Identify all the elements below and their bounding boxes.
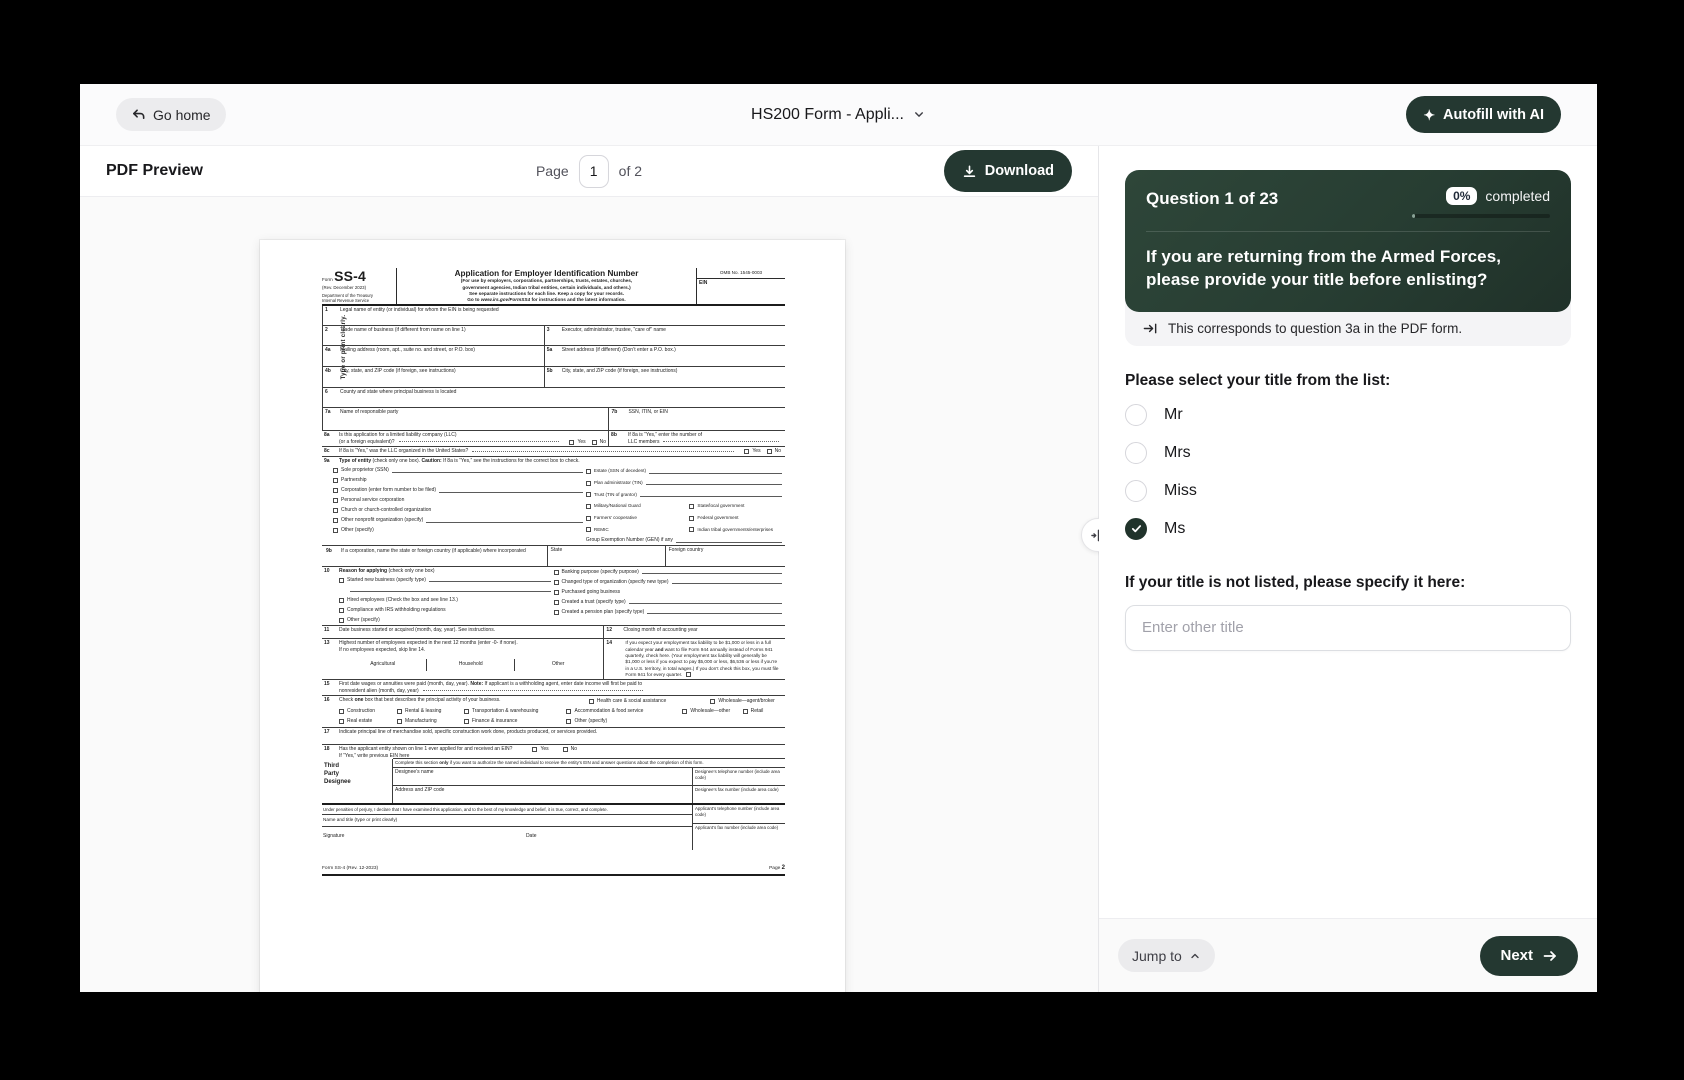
form-line-1: 1 Legal name of entity (or individual) for whom the EIN is being requested [322, 306, 785, 326]
line11-label: Date business started or acquired (month, day, year). See instructions. [339, 627, 496, 634]
checkbox-icon [689, 516, 694, 521]
option-label: REMIC [593, 526, 609, 532]
chevron-up-icon [1189, 950, 1201, 962]
page-number-input[interactable]: 1 [579, 155, 609, 188]
radio-button-icon[interactable] [1125, 518, 1147, 540]
checkbox-option [586, 524, 690, 536]
form-line-6: 6 County and state where principal business is located [322, 388, 785, 408]
radio-button-icon[interactable] [1125, 404, 1147, 426]
checkbox-option [689, 501, 785, 513]
question-card [1125, 170, 1571, 312]
line5a-label: Street address (if different) (Don’t enter a P.O. box.) [561, 347, 676, 354]
checkbox-icon [710, 699, 715, 704]
progress-indicator [1412, 187, 1550, 218]
title-option-label: Miss [1164, 481, 1197, 499]
form-subtitle3: See separate instructions for each line. Keep a copy for your records. [469, 290, 624, 296]
option-label: Banking purpose (specify purpose) [561, 569, 639, 576]
option-label: Other nonprofit organization (specify) [341, 517, 424, 524]
checkbox-option [333, 486, 586, 496]
title-option-row[interactable] [1125, 472, 1571, 510]
option-label: Real estate [347, 718, 373, 725]
checkbox-icon [339, 618, 344, 623]
foreign-country-cell: Foreign country [665, 546, 785, 566]
download-button[interactable] [944, 150, 1072, 192]
form-page-footer: Form SS-4 (Rev. 12-2023) Page 2 [322, 864, 785, 875]
checkbox-icon [682, 709, 687, 714]
checkbox-option [586, 512, 690, 524]
reason-options-left [322, 575, 554, 625]
checkbox-icon [743, 709, 748, 714]
form-revision: (Rev. December 2023) [322, 284, 367, 290]
checkbox-option [333, 526, 586, 536]
write-in-line [392, 469, 583, 473]
line13-label: Highest number of employees expected in the next 12 months (enter -0- if none). If no employees expected, skip line 14. Agricultural Household Other [339, 639, 603, 679]
line17-label: Indicate principal line of merchandise sold, specific construction work done, products produced, or services provided. [339, 728, 598, 735]
other-column: Other [514, 659, 601, 672]
form-line-17: 17 Indicate principal line of merchandise sold, specific construction work done, products produced, or services provided. [322, 728, 785, 745]
form-line-15: 15 First date wages or annuities were paid (month, day, year). Note: If applicant is a withholding agent, enter date income will first be paid to nonresident alien (month, day, year) [322, 680, 785, 696]
form-line-9b: 9b If a corporation, name the state or foreign country (if applicable) where incorporated State Foreign country [322, 546, 785, 567]
write-in-line [429, 578, 551, 582]
checkbox-option [566, 717, 785, 727]
form-subtitle2: government agencies, Indian tribal entities, certain individuals, and others.) [462, 284, 631, 290]
household-column: Household [426, 659, 513, 672]
checkbox-icon [464, 719, 469, 724]
write-in-line [439, 489, 583, 493]
line15-label: First date wages or annuities were paid (month, day, year). Note: If applicant is a withholding agent, enter date income will first be paid to nonresident alien (month, day, year) [339, 681, 643, 694]
option-label: Trust (TIN of grantor) [593, 491, 637, 497]
other-title-input[interactable] [1125, 605, 1571, 651]
download-label: Download [984, 163, 1054, 179]
option-label: Created a trust (specify type) [561, 599, 626, 606]
option-label: Purchased going business [561, 589, 621, 596]
checkbox-option [339, 585, 554, 595]
checkbox-icon [464, 709, 469, 714]
checkbox-icon [563, 747, 568, 752]
form-line-8ab: 8a Is this application for a limited liability company (LLC) (or a foreign equivalent)? Yes No 8b If 8a is “Yes,” enter the number of LLC members [322, 431, 785, 447]
question-text: If you are returning from the Armed Forces, please provide your title before enlisting? [1146, 247, 1502, 290]
option-label: Changed type of organization (specify new type) [561, 579, 669, 586]
checkbox-option [339, 595, 554, 605]
write-in-line [350, 588, 551, 592]
checkbox-option [682, 707, 742, 717]
checkbox-icon [554, 610, 559, 615]
other-title-label: If your title is not listed, please specify it here: [1125, 573, 1466, 591]
checkbox-option [743, 707, 785, 717]
line2-label: Trade name of business (if different from name on line 1) [340, 327, 466, 334]
checkbox-icon [586, 527, 591, 532]
checkbox-option [464, 717, 567, 727]
option-label: Farmers’ cooperative [593, 515, 637, 521]
checkbox-icon [333, 518, 338, 523]
option-label: Other (specify) [347, 616, 380, 623]
name-and-title-label: Name and title (type or print clearly) [322, 815, 692, 827]
option-label: Health care & social assistance [596, 698, 667, 705]
back-arrow-icon [131, 107, 146, 122]
checkbox-option [333, 466, 586, 476]
form-line-4a-5a: 4a Mailing address (room, apt., suite no. and street, or P.O. box) 5a Street address (if different) (Don’t enter a P.O. box.) [322, 346, 785, 367]
checkbox-option [397, 707, 464, 717]
dept-line2: Internal Revenue Service [322, 297, 370, 303]
option-label: Manufacturing [404, 718, 437, 725]
checkbox-icon [333, 468, 338, 473]
checkbox-icon [586, 481, 591, 486]
third-party-designee-section [322, 759, 785, 805]
write-in-line [646, 481, 782, 485]
applicant-phone-cell: Applicant’s telephone number (include area code) [693, 805, 785, 824]
option-label: Estate (SSN of decedent) [593, 468, 646, 474]
option-label: Hired employees (Check the box and see line 13.) [347, 596, 458, 603]
card-divider [1146, 231, 1550, 232]
signature-section [322, 805, 785, 850]
form-subtitle1: (For use by employers, corporations, partnerships, trusts, estates, churches, [460, 278, 633, 284]
progress-percent-badge: 0% [1446, 187, 1477, 205]
checkbox-option [333, 506, 586, 516]
checkbox-option [339, 605, 554, 615]
log-in-arrow-icon [1143, 321, 1158, 336]
title-option-label: Ms [1164, 519, 1186, 537]
checkbox-icon [333, 488, 338, 493]
dept-line1: Department of the Treasury [322, 292, 373, 298]
form-side-label: Type or print clearly. [341, 314, 347, 380]
option-label: Federal government [697, 515, 739, 521]
checkbox-icon [339, 719, 344, 724]
third-party-designee-label: Third Party Designee [324, 763, 351, 786]
reason-options-right [554, 567, 786, 625]
option-label: Indian tribal governments/enterprises [697, 526, 774, 532]
line5b-label: City, state, and ZIP code (if foreign, see instructions) [561, 368, 678, 375]
form-line-10: 10 Reason for applying (check only one box) Started new business (specify type) Hired employees (Check the box and see line 13.) Compliance with IRS withholding regulations Other (specify) Banking purpose (specify purpose) Changed type of organization (specify new type) Purchased going business Created a trust (specify type) Created a pension plan (specify type) [322, 567, 785, 626]
chevron-down-icon [913, 108, 926, 121]
checkbox-icon [333, 508, 338, 513]
checkbox-icon [689, 527, 694, 532]
designee-fax-cell: Designee’s fax number (include area code) [692, 786, 785, 803]
activity-options-row1 [589, 697, 785, 707]
form-title: Application for Employer Identification Number [454, 269, 639, 278]
checkbox-icon [532, 747, 537, 752]
line3-label: Executor, administrator, trustee, “care of” name [561, 327, 666, 334]
checkbox-option [339, 717, 397, 727]
title-option-row[interactable] [1125, 510, 1571, 548]
checkbox-icon [333, 498, 338, 503]
line12-label: Closing month of accounting year [623, 627, 698, 634]
option-label: Other (specify) [341, 527, 374, 534]
form-line-16: 16 Check one box that best describes the principal activity of your business. Health care & social assistance Wholesale—agent/broker Construction Rental & leasing Transportation & warehousing Accommodation & food service Wholesale—other Retail Real estate Manufacturing Finance & insurance Other (specify) [322, 696, 785, 728]
form-header [322, 268, 785, 306]
checkbox-option [566, 707, 682, 717]
checkbox-option [554, 587, 786, 597]
document-title-dropdown[interactable] [751, 106, 926, 124]
question-counter: Question 1 of 23 [1146, 189, 1279, 208]
option-label: Started new business (specify type) [347, 576, 426, 583]
checkbox-icon [339, 709, 344, 714]
select-title-label: Please select your title from the list: [1125, 371, 1391, 389]
option-label: Sole proprietor (SSN) [341, 467, 389, 474]
form-line-13-14: 13 Highest number of employees expected in the next 12 months (enter -0- if none). If no employees expected, skip line 14. Agricultural Household Other 14 If you expect your employment tax liability to be $1,000 or less in a full calendar year and want to file Form 944 annually instead of Forms 941 quarterly, check here. (Your employment tax liability will generally be $1,000 or less if you expect to pay $5,000 or less, $6,536 or less if you’re in a U.S. territory, in total wages.) If you don’t check this box, you must file Form 941 for every quarter. [322, 639, 785, 680]
radio-button-icon[interactable] [1125, 442, 1147, 464]
form-line-9a: 9a Type of entity (check only one box). Caution: If 8a is “Yes,” see the instructions for the correct box to check. Sole proprietor (SSN) Partnership Corporation (enter form number to be filed) Personal service corporation Church or church-controlled organization Other nonprofit organization (specify) Other (specify) Estate (SSN of decedent) Plan administrator (TIN) Trust (TIN of grantor) Military/National Guard State/local government Farmers’ cooperative Federal government REMIC Indian tribal governments/enterprises Group Exemption Number (GEN) if any [322, 457, 785, 547]
checkbox-icon [744, 449, 749, 454]
checkbox-icon [339, 608, 344, 613]
go-home-button[interactable] [116, 98, 226, 131]
line7a-label: Name of responsible party [340, 409, 399, 416]
radio-button-icon[interactable] [1125, 480, 1147, 502]
checkbox-icon [686, 672, 691, 677]
write-in-line [676, 539, 782, 543]
checkbox-icon [586, 516, 591, 521]
app-header [80, 84, 1597, 146]
signature-label: Signature [323, 833, 345, 840]
form-word: Form [322, 277, 333, 282]
option-label: Wholesale—agent/broker [718, 698, 775, 705]
checkbox-icon [333, 528, 338, 533]
app-window [80, 84, 1597, 992]
form-url: www.irs.gov/FormSS4 [480, 296, 531, 302]
option-label: Retail [750, 708, 764, 715]
option-label: Construction [347, 708, 376, 715]
option-label: Created a pension plan (specify type) [561, 609, 645, 616]
option-label: Other (specify) [574, 718, 608, 725]
checkbox-option [586, 466, 785, 478]
write-in-line [642, 570, 782, 574]
checkbox-icon [554, 580, 559, 585]
title-option-row[interactable] [1125, 434, 1571, 472]
gen-label: Group Exemption Number (GEN) if any [585, 536, 673, 543]
checkbox-option [333, 496, 586, 506]
option-label: Transportation & warehousing [471, 708, 539, 715]
checkbox-option [554, 607, 786, 617]
jump-to-label: Jump to [1132, 947, 1182, 964]
checkbox-option [554, 567, 786, 577]
checkbox-icon [333, 478, 338, 483]
state-cell: State [547, 546, 665, 566]
option-label: Accommodation & food service [574, 708, 644, 715]
pdf-scroll-area[interactable] [80, 197, 1098, 992]
ein-label: EIN [699, 280, 708, 287]
omb-number: OMB No. 1545-0003 [697, 268, 785, 279]
activity-options-row3 [339, 717, 785, 727]
checkbox-icon [397, 719, 402, 724]
line9b-label: If a corporation, name the state or foreign country (if applicable) where incorporated [341, 548, 526, 555]
designee-address-cell: Address and ZIP code [395, 787, 445, 794]
question-panel-footer [1099, 918, 1597, 992]
option-label: Rental & leasing [404, 708, 442, 715]
checkbox-icon [554, 590, 559, 595]
line14-label: If you expect your employment tax liability to be $1,000 or less in a full calendar year and want to file Form 944 annually instead of Forms 941 quarterly, check here. (Your employment tax liability will generally be $1,000 or less if you expect to pay $5,000 or less, $6,536 or less if you’re in a U.S. territory, in total wages.) If you don’t check this box, you must file Form 941 for every quarter. [625, 640, 779, 677]
entity-options-right [586, 466, 785, 536]
form-line-7: 7a Name of responsible party 7b SSN, ITIN, or EIN [322, 408, 785, 431]
date-label: Date [525, 833, 537, 840]
title-option-label: Mr [1164, 405, 1183, 423]
form-line-4b-5b: 4b City, state, and ZIP code (if foreign, see instructions) 5b City, state, and ZIP code (if foreign, see instructions) [322, 367, 785, 388]
activity-options-row2 [339, 707, 785, 717]
checkbox-option [586, 501, 690, 513]
sparkle-icon: ✦ [1423, 106, 1436, 123]
document-title: HS200 Form - Appli... [751, 105, 904, 123]
checkbox-icon [589, 699, 594, 704]
line9a-label: Type of entity (check only one box). Caution: If 8a is “Yes,” see the instructions for the correct box to check. [339, 457, 580, 464]
checkbox-option [339, 615, 554, 625]
line16-label: Check one box that best describes the principal activity of your business. [339, 696, 501, 703]
question-panel [1099, 146, 1597, 992]
checkbox-icon [566, 719, 571, 724]
checkbox-option [589, 697, 711, 707]
checkbox-icon [586, 504, 591, 509]
line8c-label: If 8a is “Yes,” was the LLC organized in the United States? Yes No [339, 448, 781, 455]
option-label: Military/National Guard [593, 503, 641, 509]
line7b-label: SSN, ITIN, or EIN [628, 409, 668, 416]
checkbox-icon [339, 578, 344, 583]
checkbox-icon [689, 504, 694, 509]
checkbox-icon [554, 600, 559, 605]
checkbox-option [554, 597, 786, 607]
pdf-preview-title: PDF Preview [106, 162, 203, 179]
form-line-18: 18 Has the applicant entity shown on line 1 ever applied for and received an EIN? Yes No If “Yes,” write previous EIN here [322, 745, 785, 760]
pdf-page [260, 240, 845, 992]
download-icon [962, 164, 977, 179]
entity-options-left [322, 466, 586, 536]
designee-name-cell: Designee’s name [395, 769, 434, 776]
note-text: This corresponds to question 3a in the PDF form. [1168, 320, 1463, 336]
write-in-line [426, 519, 583, 523]
line4a-label: Mailing address (room, apt., suite no. and street, or P.O. box) [340, 347, 475, 354]
write-in-line [629, 600, 782, 604]
checkbox-option [339, 575, 554, 585]
form-number-block [322, 268, 396, 304]
applicant-fax-cell: Applicant’s fax number (include area code) [695, 825, 779, 831]
jump-to-button[interactable] [1118, 939, 1215, 972]
option-label: Church or church-controlled organization [341, 507, 432, 514]
arrow-right-icon [1542, 948, 1558, 964]
pdf-toolbar [80, 146, 1098, 197]
checkbox-option [333, 516, 586, 526]
write-in-line [640, 493, 782, 497]
checkbox-icon [339, 598, 344, 603]
go-home-label: Go home [153, 106, 211, 123]
checkbox-icon [554, 570, 559, 575]
omb-ein-block [697, 268, 785, 304]
option-label: Compliance with IRS withholding regulations [347, 606, 446, 613]
checkbox-option [710, 697, 785, 707]
agricultural-column: Agricultural [370, 660, 396, 667]
checkbox-icon [397, 709, 402, 714]
next-button[interactable] [1480, 936, 1578, 976]
perjury-statement: Under penalties of perjury, I declare that I have examined this application, and to the best of my knowledge and belief, it is true, correct, and complete. [322, 805, 692, 815]
checkbox-icon [592, 440, 597, 445]
option-label: Partnership [341, 477, 367, 484]
line6-label: County and state where principal business is located [340, 389, 457, 396]
write-in-line [647, 610, 782, 614]
checkbox-icon [767, 449, 772, 454]
option-label: Finance & insurance [471, 718, 518, 725]
option-label: Corporation (enter form number to be filed) [341, 487, 437, 494]
line8a-label: Is this application for a limited liability company (LLC) (or a foreign equivalent)? Yes No [339, 432, 607, 445]
checkbox-icon [569, 440, 574, 445]
form-line-8c: 8c If 8a is “Yes,” was the LLC organized in the United States? Yes No [322, 447, 785, 457]
checkbox-icon [566, 709, 571, 714]
line1-label: Legal name of entity (or individual) for whom the EIN is being requested [340, 307, 499, 314]
option-label: Personal service corporation [341, 497, 405, 504]
checkbox-option [339, 707, 397, 717]
title-option-row[interactable] [1125, 396, 1571, 434]
checkbox-option [397, 717, 464, 727]
pdf-preview-panel [80, 146, 1098, 992]
form-title-block: Application for Employer Identification Number (For use by employers, corporations, partnerships, trusts, estates, churches, government agencies, Indian tribal entities, certain individuals, and others.) See separate instructions for each line. Keep a copy for your records. Go to www.irs.gov/FormSS4 for instructions and the latest information. [396, 268, 697, 304]
page-navigation [536, 155, 642, 188]
option-label: Wholesale—other [690, 708, 731, 715]
checkbox-option [464, 707, 567, 717]
page-label: Page [535, 163, 569, 179]
line4b-label: City, state, and ZIP code (if foreign, see instructions) [340, 368, 456, 375]
option-label: Plan administrator (TIN) [593, 480, 643, 486]
line10-label: Reason for applying (check only one box) [339, 568, 435, 575]
progress-bar [1412, 214, 1550, 218]
checkbox-icon [586, 469, 591, 474]
designee-phone-cell: Designee’s telephone number (include area code) [692, 768, 785, 785]
form-line-2-3: 2 Trade name of business (if different from name on line 1) 3 Executor, administrator, trustee, “care of” name [322, 326, 785, 346]
form-number: SS-4 [334, 268, 367, 284]
checkbox-option [689, 524, 785, 536]
autofill-label: Autofill with AI [1443, 106, 1544, 123]
checkbox-option [689, 512, 785, 524]
form-footer-left: Form SS-4 (Rev. 12-2023) [322, 866, 379, 872]
next-label: Next [1500, 947, 1533, 964]
title-options [1125, 396, 1571, 548]
progress-label: completed [1485, 188, 1550, 204]
page-total: of 2 [618, 163, 643, 179]
write-in-line [672, 580, 782, 584]
title-option-label: Mrs [1164, 443, 1191, 461]
write-in-line [649, 470, 782, 474]
checkbox-option [333, 476, 586, 486]
checkbox-option [554, 577, 786, 587]
option-label: State/local government [697, 503, 745, 509]
form-page-number: 2 [781, 865, 785, 872]
line8b-label: If 8a is “Yes,” enter the number of LLC members [628, 431, 785, 446]
ss4-form [322, 268, 785, 876]
autofill-with-ai-button[interactable] [1406, 96, 1561, 133]
checkbox-option [586, 489, 785, 501]
line18-label: Has the applicant entity shown on line 1 ever applied for and received an EIN? Yes No If “Yes,” write previous EIN here [339, 745, 578, 759]
form-line-11-12: 11 Date business started or acquired (month, day, year). See instructions. 12 Closing month of accounting year [322, 626, 785, 639]
checkbox-option [586, 477, 785, 489]
checkbox-icon [586, 492, 591, 497]
designee-intro: Complete this section only if you want to authorize the named individual to receive the entity’s EIN and answer questions about the completion of this form. [393, 758, 785, 768]
